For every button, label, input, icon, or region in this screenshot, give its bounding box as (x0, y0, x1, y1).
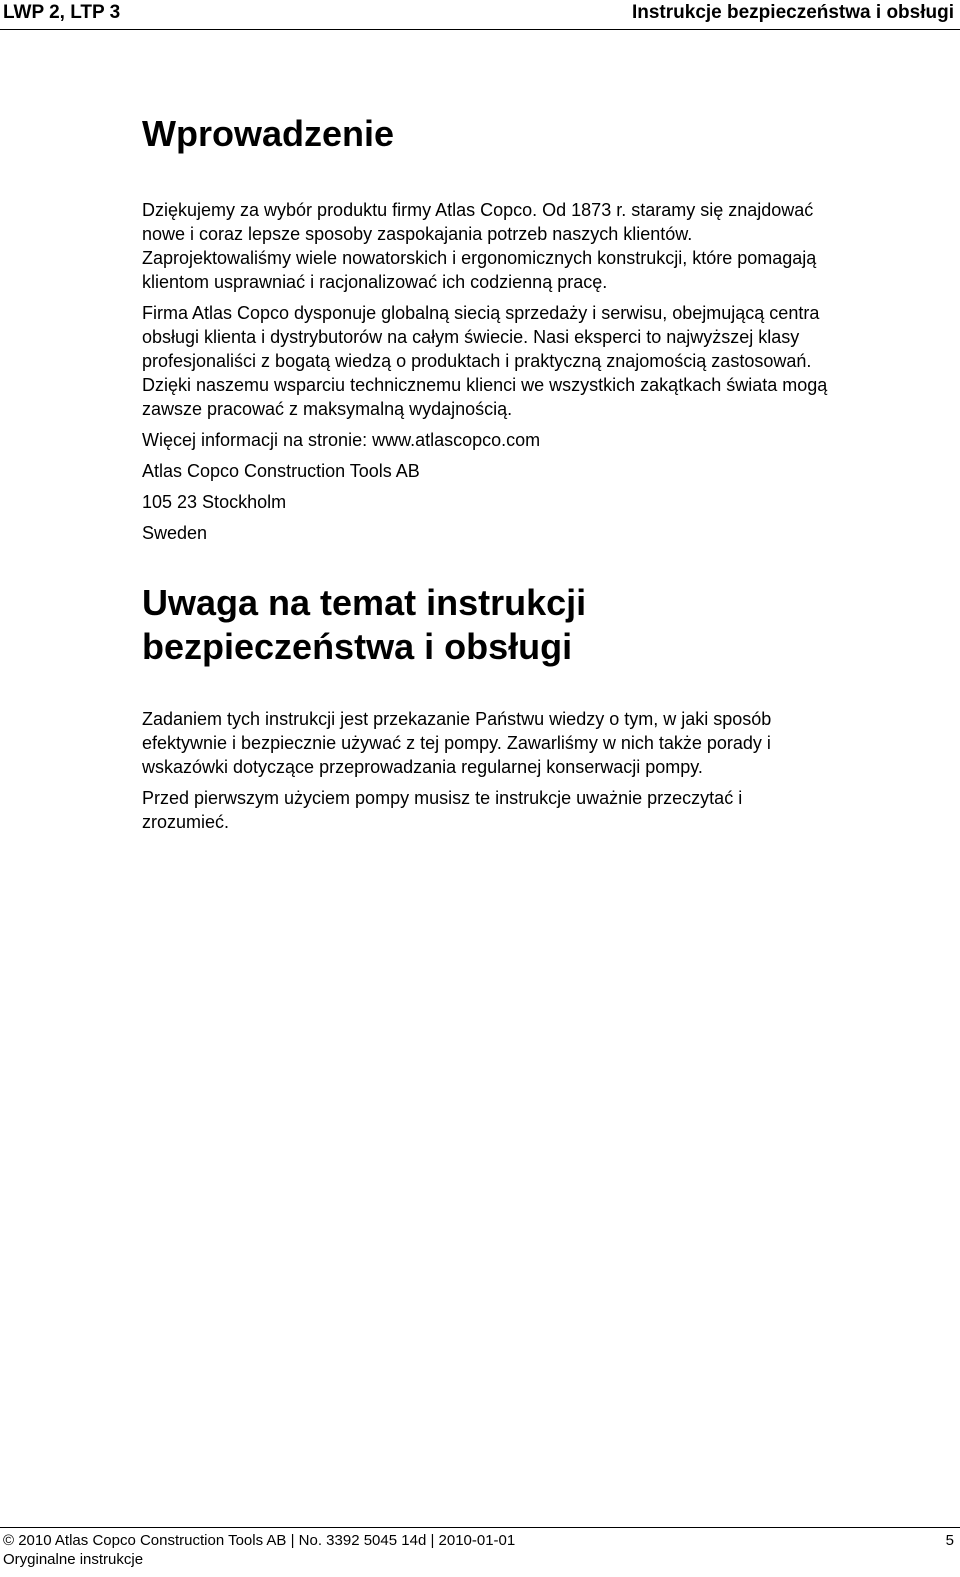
section-spacer (142, 552, 832, 581)
safety-heading-line1: Uwaga na temat instrukcji (142, 582, 587, 623)
company-country: Sweden (142, 523, 208, 543)
page-header (0, 0, 960, 30)
page-footer (0, 1527, 960, 1577)
footer-original-note: Oryginalne instrukcje (3, 1551, 144, 1568)
page-number: 5 (945, 1532, 954, 1549)
company-name: Atlas Copco Construction Tools AB (142, 461, 420, 481)
company-postal: 105 23 Stockholm (142, 492, 287, 512)
header-document-title: Instrukcje bezpieczeństwa i obsługi (631, 2, 954, 23)
header-model-label: LWP 2, LTP 3 (3, 2, 121, 23)
safety-heading (142, 581, 832, 669)
page-content (142, 112, 832, 841)
safety-paragraph: Zadaniem tych instrukcji jest przekazanie Państwu wiedzy o tym, w jaki sposób efektywnie i bezpiecznie używać z tej pompy. Zawarliśmy w nich także porady i wskazówki dotyczące przeprowadzania regularnej konserwacji pompy. (142, 709, 772, 777)
intro-paragraph: Firma Atlas Copco dysponuje globalną siecią sprzedaży i serwisu, obejmującą centra obsługi klienta i dystrybutorów na całym świecie. Nasi eksperci to najwyższej klasy profesjonaliści z bogatą wiedzą o produktach i praktyczną znajomością zastosowań. Dzięki naszemu wsparciu technicznemu klienci we wszystkich zakątkach świata mogą zawsze pracować z maksymalną wydajnością. (142, 303, 828, 419)
footer-info (3, 1531, 515, 1569)
intro-heading: Wprowadzenie (142, 113, 395, 154)
safety-paragraph: Przed pierwszym użyciem pompy musisz te instrukcje uważnie przeczytać i zrozumieć. (142, 788, 743, 832)
footer-copyright: © 2010 Atlas Copco Construction Tools AB | No. 3392 5045 14d | 2010-01-01 (3, 1532, 516, 1549)
safety-heading-line2: bezpieczeństwa i obsługi (142, 626, 573, 667)
intro-paragraph: Dziękujemy za wybór produktu firmy Atlas Copco. Od 1873 r. staramy się znajdować nowe i coraz lepsze sposoby zaspokajania potrzeb naszych klientów. Zaprojektowaliśmy wiele nowatorskich i ergonomicznych konstrukcji, które pomagają klientom usprawniać i racjonalizować ich codzienną pracę. (142, 200, 817, 292)
website-info: Więcej informacji na stronie: www.atlascopco.com (142, 430, 541, 450)
